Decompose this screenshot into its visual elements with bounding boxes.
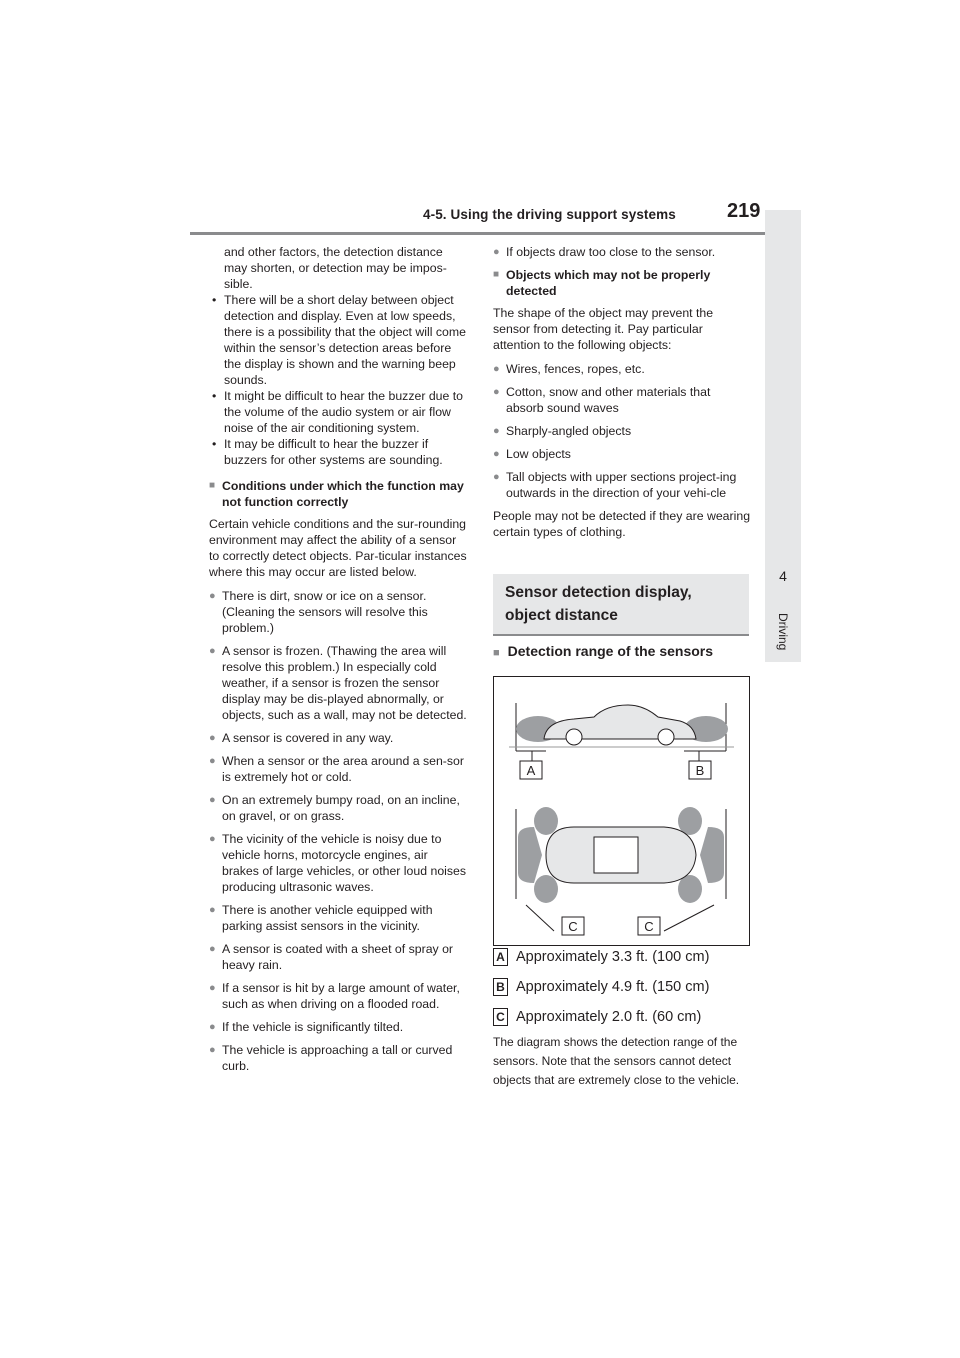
dash-item (209, 292, 467, 388)
dash-text: There will be a short delay between object detection and display. Even at low speeds, there is a possibility that the object will come within the sensor’s detection areas before the display is shown and the warning beep sounds. (224, 293, 466, 387)
right-column (493, 244, 751, 548)
dash-text: It may be difficult to hear the buzzer if buzzers for other systems are sounding. (224, 437, 443, 467)
list-item-text: There is dirt, snow or ice on a sensor. (Cleaning the sensors will resolve this problem.) (222, 589, 428, 635)
header-rule (190, 232, 799, 235)
detection-range-heading (493, 643, 713, 659)
range-text: Approximately 2.0 ft. (60 cm) (516, 1008, 702, 1025)
diagram-label-c: C (644, 919, 654, 934)
list-item-text: Cotton, snow and other materials that absorb sound waves (506, 385, 711, 415)
list-item (209, 643, 467, 723)
list-item (493, 384, 751, 416)
circle-bullet-icon: ● (493, 246, 500, 258)
circle-bullet-icon: ● (209, 904, 216, 916)
conditions-intro: Certain vehicle conditions and the sur-rounding environment may affect the ability of a sensor to correctly detect objects. Par-ticular instances where this may occur are listed below. (209, 517, 467, 579)
circle-bullet-icon: ● (209, 1044, 216, 1056)
square-bullet-icon: ■ (493, 269, 500, 280)
circle-bullet-icon: ● (209, 982, 216, 994)
list-item-text: A sensor is coated with a sheet of spray or heavy rain. (222, 942, 454, 972)
diagram-label-b: B (695, 763, 705, 778)
list-item (209, 980, 467, 1012)
list-item-text: A sensor is covered in any way. (222, 731, 394, 745)
list-item (209, 941, 467, 973)
heading-text: Objects which may not be properly detected (506, 268, 711, 298)
circle-bullet-icon: ● (209, 645, 216, 657)
circle-bullet-icon: ● (209, 590, 216, 602)
list-item-text: When a sensor or the area around a sen-sor is extremely hot or cold. (222, 754, 464, 784)
circle-bullet-icon: ● (209, 833, 216, 845)
dash-item (209, 388, 467, 436)
diagram-label-a: A (526, 763, 536, 778)
range-key: B (493, 978, 508, 996)
list-item-text: There is another vehicle equipped with parking assist sensors in the vicinity. (222, 903, 433, 933)
list-item-text: If objects draw too close to the sensor. (506, 245, 716, 259)
list-item-text: A sensor is frozen. (Thawing the area will resolve this problem.) In especially cold weather, if a sensor is frozen the sensor display may be dis-played abnormally, or objects, such as a wall, may not be detected. (222, 644, 467, 722)
list-item (209, 753, 467, 785)
list-item (493, 244, 751, 260)
page-number: 219 (727, 200, 761, 222)
sub-heading-text: Detection range of the sensors (507, 643, 714, 659)
range-key: A (493, 948, 508, 966)
circle-bullet-icon: ● (493, 363, 500, 375)
list-item (209, 588, 467, 636)
list-item-text: If a sensor is hit by a large amount of water, such as when driving on a flooded road. (222, 981, 460, 1011)
circle-bullet-icon: ● (209, 732, 216, 744)
list-item (209, 792, 467, 824)
continued-text: and other factors, the detection distance may shorten, or detection may be impos-sible. (224, 245, 447, 291)
list-item-text: Low objects (506, 447, 571, 461)
conditions-heading (209, 478, 467, 510)
dash-marker: • (212, 293, 217, 307)
closing-text: People may not be detected if they are wearing certain types of clothing. (493, 509, 751, 539)
dash-marker: • (212, 389, 217, 403)
circle-bullet-icon: ● (209, 794, 216, 806)
left-column (209, 244, 467, 1081)
objects-heading (493, 267, 751, 299)
list-item-text: If the vehicle is significantly tilted. (222, 1020, 404, 1034)
list-item-text: The vehicle is approaching a tall or curved curb. (222, 1043, 453, 1073)
list-item-text: Tall objects with upper sections project-ing outwards in the direction of your vehi-cle (506, 470, 737, 500)
dash-marker: • (212, 437, 217, 451)
section-heading-box (493, 574, 749, 636)
heading-text: Conditions under which the function may not function correctly (222, 479, 464, 509)
circle-bullet-icon: ● (493, 425, 500, 437)
detection-range-diagram (493, 676, 750, 946)
diagram-note: The diagram shows the detection range of the sensors. Note that the sensors cannot detect objects that are extremely close to the vehicle. (493, 1035, 740, 1087)
sensor-range-illustration (494, 677, 749, 945)
circle-bullet-icon: ● (493, 386, 500, 398)
section-heading: Sensor detection display, object distance (505, 584, 692, 624)
range-item-c (493, 1008, 701, 1026)
list-item (209, 1042, 467, 1074)
circle-bullet-icon: ● (209, 755, 216, 767)
chapter-number: 4 (779, 568, 787, 584)
list-item (493, 446, 751, 462)
range-item-a (493, 948, 709, 966)
dash-text: It might be difficult to hear the buzzer due to the volume of the audio system or air flow noise of the air conditioning system. (224, 389, 464, 435)
list-item (209, 902, 467, 934)
list-item (209, 831, 467, 895)
circle-bullet-icon: ● (209, 1021, 216, 1033)
range-text: Approximately 3.3 ft. (100 cm) (516, 948, 710, 965)
chapter-label: Driving (776, 613, 790, 651)
objects-intro: The shape of the object may prevent the sensor from detecting it. Pay particular attention to the following objects: (493, 306, 714, 352)
circle-bullet-icon: ● (493, 448, 500, 460)
list-item-text: On an extremely bumpy road, on an incline, on gravel, or on grass. (222, 793, 460, 823)
list-item-text: Sharply-angled objects (506, 424, 632, 438)
list-item (493, 423, 751, 439)
range-key: C (493, 1008, 508, 1026)
dash-item (209, 436, 467, 468)
square-bullet-icon: ■ (493, 647, 500, 659)
circle-bullet-icon: ● (493, 471, 500, 483)
square-bullet-icon: ■ (209, 480, 216, 491)
chapter-side-tab (765, 210, 801, 662)
list-item (209, 1019, 467, 1035)
range-text: Approximately 4.9 ft. (150 cm) (516, 978, 710, 995)
diagram-label-c: C (568, 919, 578, 934)
list-item-text: The vicinity of the vehicle is noisy due to vehicle horns, motorcycle engines, air brakes of large vehicles, or other loud noises producing ultrasonic waves. (222, 832, 467, 894)
list-item (209, 730, 467, 746)
section-title: 4-5. Using the driving support systems (423, 207, 676, 222)
list-item (493, 361, 751, 377)
list-item-text: Wires, fences, ropes, etc. (506, 362, 645, 376)
range-item-b (493, 978, 709, 996)
list-item (493, 469, 751, 501)
circle-bullet-icon: ● (209, 943, 216, 955)
